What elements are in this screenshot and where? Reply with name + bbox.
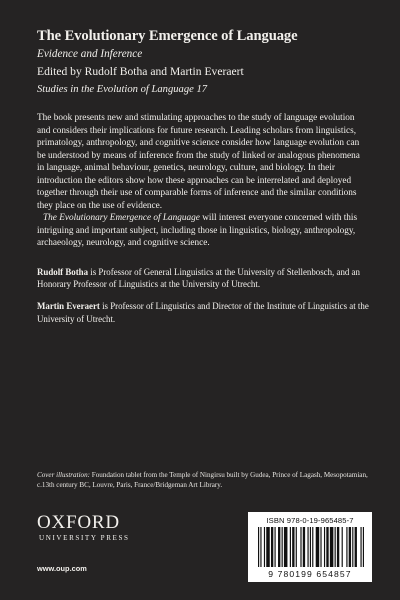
barcode-bar (266, 527, 270, 567)
book-title: The Evolutionary Emergence of Language (37, 28, 298, 44)
barcode-bar (316, 527, 320, 567)
barcode-bar (264, 527, 265, 567)
blurb-paragraph-1: The book presents new and stimulating approaches to the study of language evolution and considers their implications for future research. Leading scholars from linguistics, primatology, anthropology, and cognitive science consider how language evolution can be understood by means of inference from the study of linked or analogous phenomena in language, animal behaviour, genetics, neurology, culture, and biology. In their introduction the editors show how these approaches can be interrelated and deployed together through their use of comparable forms of inference and the similar conditions they place on the use of evidence. (37, 113, 360, 211)
barcode-bar (324, 527, 325, 567)
barcode-bar (278, 527, 280, 567)
publisher-logo (37, 513, 147, 543)
barcode-bar (282, 527, 283, 567)
blurb (37, 112, 369, 250)
bio-text: is Professor of Linguistics and Director of the Institute of Linguistics at the University of Utrecht. (37, 301, 369, 324)
publisher-url: www.oup.com (37, 564, 87, 573)
barcode-bar (260, 527, 261, 567)
blurb-paragraph-2-text: will interest everyone concerned with this intriguing and important subject, including those in linguistics, biology, anthropology, archaeology, neurology, and cognitive science. (37, 213, 358, 248)
barcode-bar (258, 527, 259, 567)
barcode-bar (335, 527, 336, 567)
barcode-bar (300, 527, 301, 567)
bio-text: is Professor of General Linguistics at the University of Stellenbosch, and an Honorary Professor of Linguistics at the University of Utrecht. (37, 267, 360, 290)
barcode-bar (312, 527, 313, 567)
barcode-bar (303, 527, 305, 567)
barcode-bar (352, 527, 353, 567)
isbn-text: ISBN 978-0-19-965485-7 (266, 516, 354, 525)
barcode-bar (310, 527, 311, 567)
barcode-bar (337, 527, 339, 567)
barcode-bar (326, 527, 328, 567)
bio-name: Martin Everaert (37, 301, 100, 312)
barcode-bar (363, 527, 364, 567)
barcode-bar (330, 527, 334, 567)
publisher-name: OXFORD (37, 512, 120, 533)
bio-name: Rudolf Botha (37, 267, 89, 277)
barcode (248, 512, 372, 582)
barcode-bars (258, 527, 364, 567)
barcode-bar (307, 527, 308, 567)
blurb-paragraph-2 (37, 212, 369, 250)
cover-illustration-text: Foundation tablet from the Temple of Ningirsu built by Gudea, Prince of Lagash, Mesopotamian, c.13th century BC, Louvre, Paris, France/Bridgeman Art Library. (37, 471, 368, 489)
bio-botha (37, 266, 369, 290)
barcode-bar (284, 527, 288, 567)
publisher-press: UNIVERSITY PRESS (39, 534, 130, 542)
barcode-bar (349, 527, 351, 567)
barcode-bar (271, 527, 273, 567)
barcode-bar (274, 527, 275, 567)
blurb-book-title: The Evolutionary Emergence of Language (43, 213, 200, 223)
barcode-bar (346, 527, 347, 567)
barcode-digits: 9 780199 654857 (268, 569, 352, 579)
title-block (37, 27, 367, 98)
cover-illustration-credit (37, 471, 369, 490)
book-subtitle: Evidence and Inference (37, 48, 143, 60)
series-line: Studies in the Evolution of Language 17 (37, 84, 208, 95)
cover-illustration-label: Cover illustration: (37, 471, 91, 479)
editor-bios (37, 266, 369, 335)
bio-everaert (37, 300, 369, 324)
barcode-bar (290, 527, 291, 567)
editors-line: Edited by Rudolf Botha and Martin Everaert (37, 65, 244, 78)
barcode-bar (360, 527, 361, 567)
barcode-bar (296, 527, 297, 567)
barcode-bar (320, 527, 321, 567)
barcode-bar (355, 527, 357, 567)
barcode-bar (292, 527, 294, 567)
barcode-bar (342, 527, 343, 567)
